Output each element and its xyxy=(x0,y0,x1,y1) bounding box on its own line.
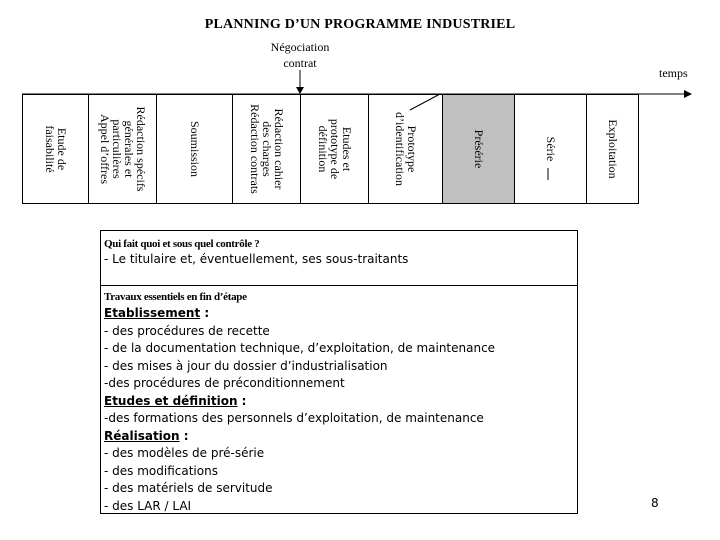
phase-label: Rédaction spécifs générales et particulières Appel d’offres xyxy=(97,106,148,192)
work-item: - des LAR / LAI xyxy=(104,498,192,513)
section-title: Etudes et définition xyxy=(104,393,238,408)
phase-label: Etudes et prototype de définition xyxy=(315,118,354,180)
work-item: -des procédures de préconditionnement xyxy=(104,376,345,390)
negotiation-contract-label xyxy=(230,39,370,71)
phase-specs-contracts xyxy=(233,95,301,203)
negotiation-label-text: Négociation contrat xyxy=(270,40,330,70)
phase-feasibility xyxy=(23,95,89,203)
work-item: - de la documentation technique, d’exploitation, de maintenance xyxy=(104,341,496,355)
work-item: - des matériels de servitude xyxy=(104,481,273,495)
phase-preserie xyxy=(443,95,515,203)
phase-label: Etude de faisabilité xyxy=(42,125,69,173)
essential-work-box xyxy=(100,286,578,514)
section-heading xyxy=(104,428,495,446)
work-item: - des modèles de pré-série xyxy=(104,446,265,460)
section-heading xyxy=(104,305,495,323)
phase-specifications xyxy=(89,95,157,203)
phase-exploitation xyxy=(587,95,638,203)
work-item: - des modifications xyxy=(104,463,218,478)
section-title-suffix: : xyxy=(200,306,210,320)
work-item: - des mises à jour du dossier d’industrialisation xyxy=(104,358,388,373)
work-sections xyxy=(104,305,495,515)
negotiation-arrow-head xyxy=(296,87,304,94)
time-label: temps xyxy=(659,66,688,80)
section-title-suffix: : xyxy=(237,393,247,408)
phase-label: Prototype d’identification xyxy=(392,112,419,186)
phase-label: Présérie xyxy=(471,129,486,169)
phase-label: Série xyxy=(543,136,558,162)
work-item: - des procédures de recette xyxy=(104,323,270,338)
work-box-heading: Travaux essentiels en fin d’étape xyxy=(104,291,247,303)
phase-serie xyxy=(515,95,587,203)
who-does-what-box xyxy=(100,230,578,286)
phase-label: Soumission xyxy=(187,120,202,178)
section-title: Réalisation xyxy=(104,428,180,443)
section-heading xyxy=(104,393,495,411)
phase-definition-prototype xyxy=(301,95,369,203)
who-box-heading: Qui fait quoi et sous quel contrôle ? xyxy=(104,238,260,250)
phase-label: Exploitation xyxy=(605,119,620,179)
section-title-suffix: : xyxy=(179,428,189,443)
phase-label: Rédaction cahier des charges Rédaction contrats xyxy=(247,104,286,194)
phase-submission xyxy=(157,95,233,203)
time-axis-arrow-head xyxy=(684,90,692,98)
work-item: -des formations des personnels d’exploitation, de maintenance xyxy=(104,411,484,425)
section-title: Etablissement xyxy=(104,306,201,320)
phase-timeline xyxy=(22,94,639,204)
page-title: PLANNING D’UN PROGRAMME INDUSTRIEL xyxy=(204,17,516,32)
who-box-text: - Le titulaire et, éventuellement, ses sous-traitants xyxy=(104,252,409,266)
page-number: 8 xyxy=(651,496,659,510)
phase-identification-prototype xyxy=(369,95,443,203)
